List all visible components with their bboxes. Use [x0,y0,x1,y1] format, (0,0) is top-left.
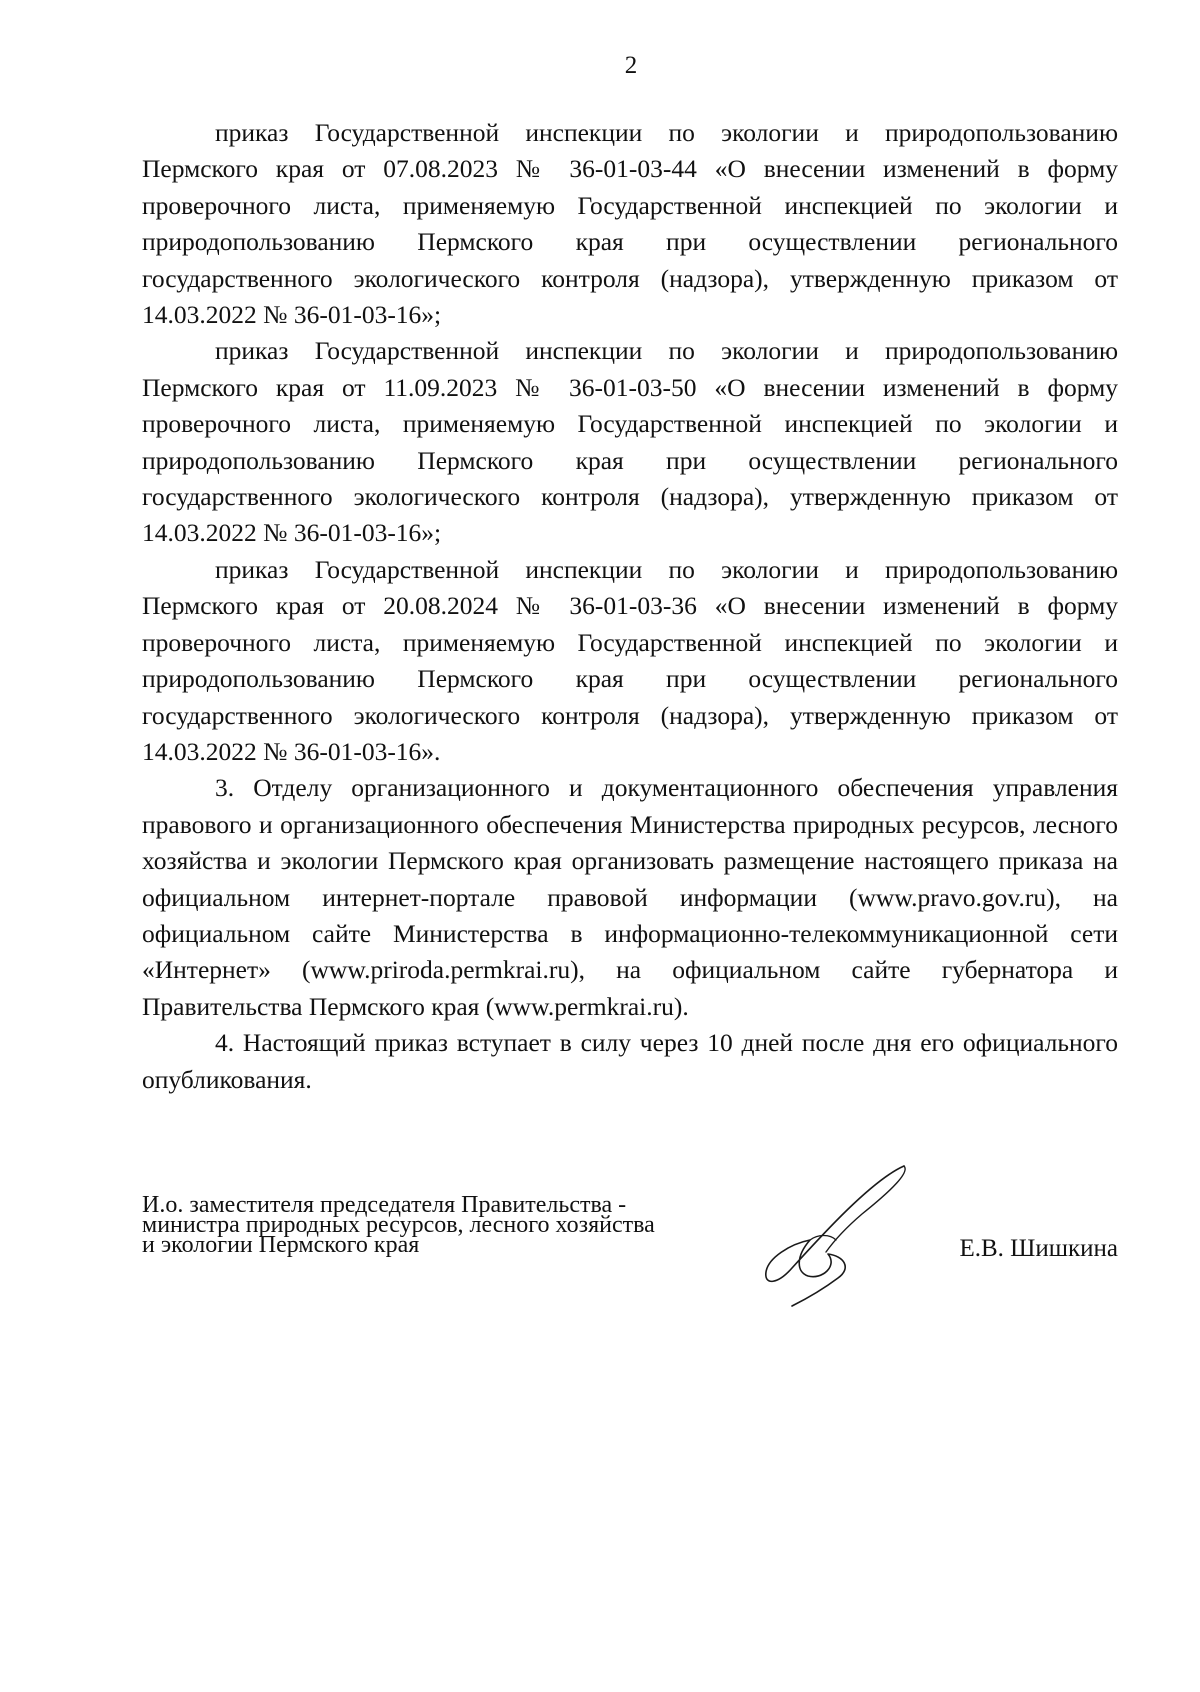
paragraph-item-4: 4. Настоящий приказ вступает в силу через 10 дней после дня его официального опубликования. [142,1028,1118,1094]
document-body [142,115,1118,1098]
signer-name: Е.В. Шишкина [959,1235,1118,1262]
page-number: 2 [624,52,638,79]
paragraph-order-2023-09: приказ Государственной инспекции по экологии и природопользованию Пермского края от 11.09.2023 № 36-01-03-50 «О внесении изменений в форму проверочного листа, применяемую Государственной инспекцией по экологии и природопользованию Пермского края при осуществлении регионального государственного экологического контроля (надзора), утвержденную приказом от 14.03.2022 № 36-01-03-16»; [142,336,1118,548]
handwritten-signature [752,1160,912,1310]
paragraph-order-2023-08: приказ Государственной инспекции по экологии и природопользованию Пермского края от 07.08.2023 № 36-01-03-44 «О внесении изменений в форму проверочного листа, применяемую Государственной инспекцией по экологии и природопользованию Пермского края при осуществлении регионального государственного экологического контроля (надзора), утвержденную приказом от 14.03.2022 № 36-01-03-16»; [142,118,1118,330]
paragraph-order-2024-08: приказ Государственной инспекции по экологии и природопользованию Пермского края от 20.08.2024 № 36-01-03-36 «О внесении изменений в форму проверочного листа, применяемую Государственной инспекцией по экологии и природопользованию Пермского края при осуществлении регионального государственного экологического контроля (надзора), утвержденную приказом от 14.03.2022 № 36-01-03-16». [142,554,1118,766]
paragraph-item-3: 3. Отделу организационного и документационного обеспечения управления правового и организационного обеспечения Министерства природных ресурсов, лесного хозяйства и экологии Пермского края организовать размещение настоящего приказа на официальном интернет-портале правовой информации (www.pravo.gov.ru), на официальном сайте Министерства в информационно-телекоммуникационной сети «Интернет» (www.priroda.permkrai.ru), на официальном сайте губернатора и Правительства Пермского края (www.permkrai.ru). [142,773,1118,1021]
signer-position [142,1192,782,1258]
signer-position-line: министра природных ресурсов, лесного хозяйства [142,1212,655,1238]
signer-position-line: И.о. заместителя председателя Правительства - [142,1192,627,1218]
signer-position-line: и экологии Пермского края [142,1232,420,1258]
signature-block [142,1160,1118,1310]
